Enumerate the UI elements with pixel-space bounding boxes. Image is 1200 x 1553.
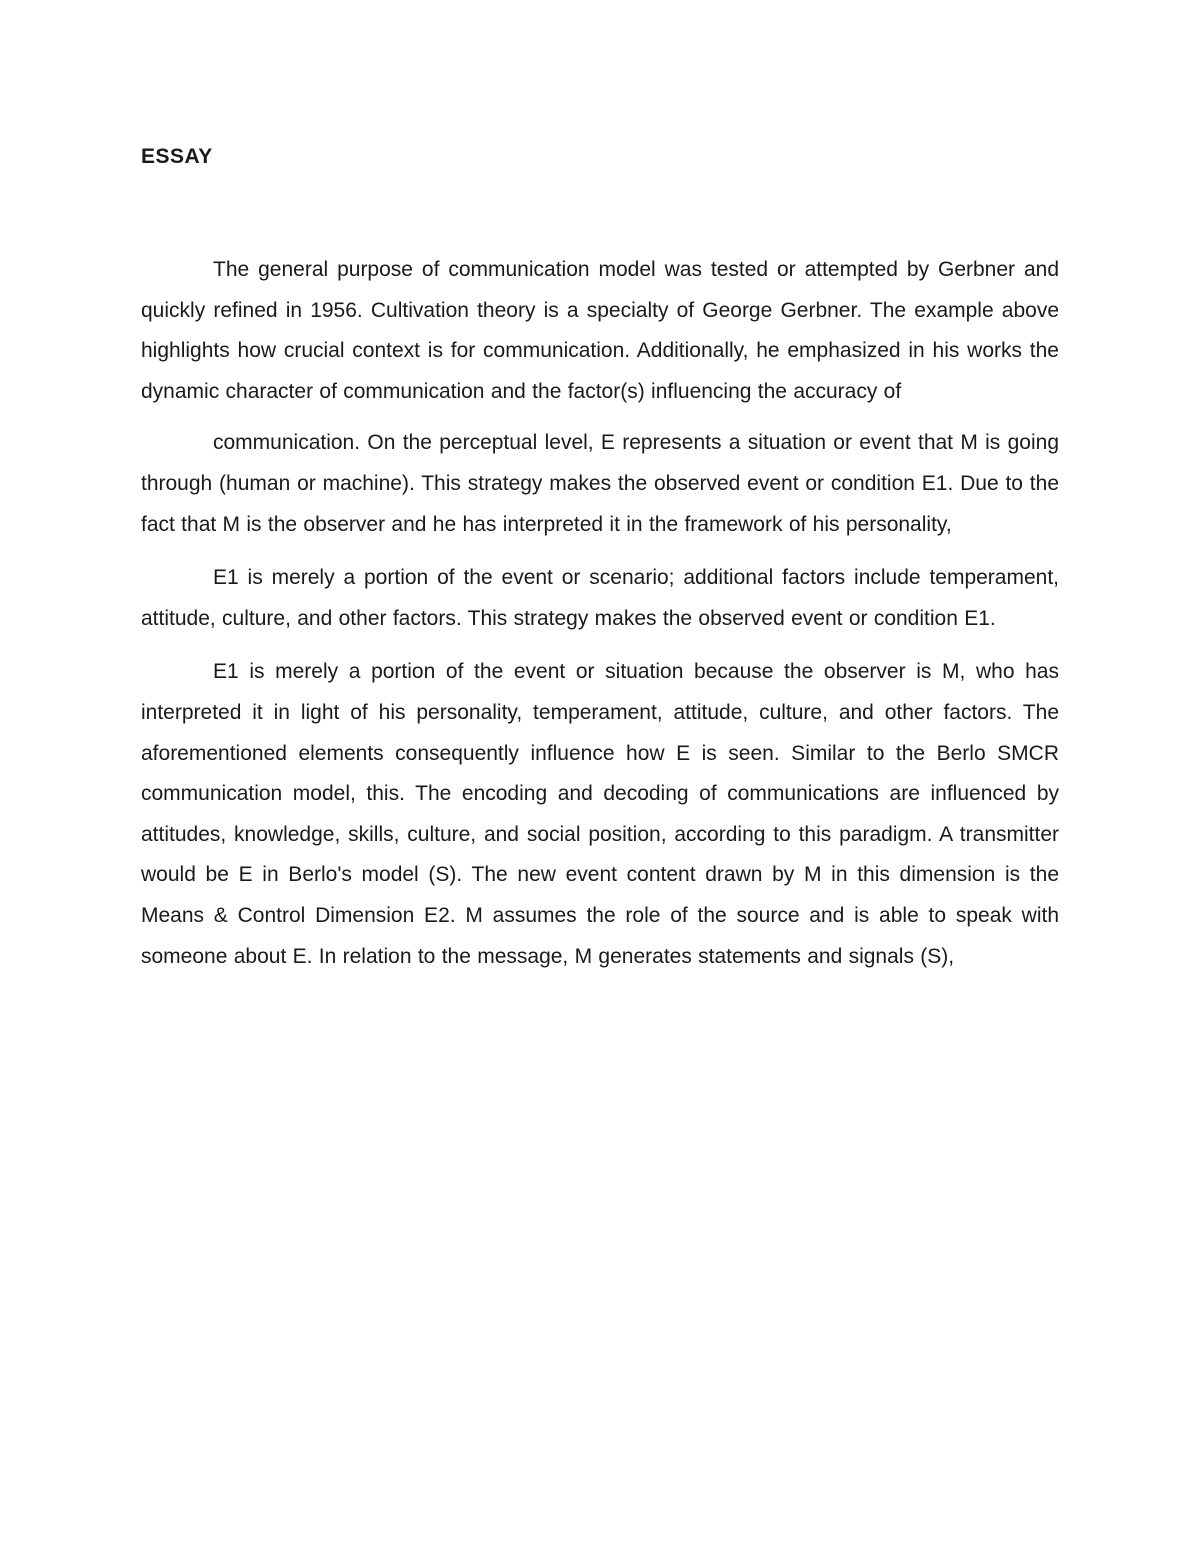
paragraph-1: The general purpose of communication model was tested or attempted by Gerbner and quickly refined in 1956. Cultivation theory is a specialty of George Gerbner. The example above highlights how crucial context is for communication. Additionally, he emphasized in his works the dynamic character of communication and the factor(s) influencing the accuracy of [141,258,1059,403]
paragraph-2: communication. On the perceptual level, E represents a situation or event that M is going through (human or machine). This strategy makes the observed event or condition E1. Due to the fact that M is the observer and he has interpreted it in the framework of his personality, [141,431,1059,536]
essay-title: ESSAY [141,145,213,168]
essay-body [141,250,1059,990]
paragraph-3: E1 is merely a portion of the event or scenario; additional factors include temperament, attitude, culture, and other factors. This strategy makes the observed event or condition E1. [141,566,1059,630]
paragraph-4: E1 is merely a portion of the event or situation because the observer is M, who has interpreted it in light of his personality, temperament, attitude, culture, and other factors. The aforementioned elements consequently influence how E is seen. Similar to the Berlo SMCR communication model, this. The encoding and decoding of communications are influenced by attitudes, knowledge, skills, culture, and social position, according to this paradigm. A transmitter would be E in Berlo's model (S). The new event content drawn by M in this dimension is the Means & Control Dimension E2. M assumes the role of the source and is able to speak with someone about E. In relation to the message, M generates statements and signals (S), [141,660,1059,968]
